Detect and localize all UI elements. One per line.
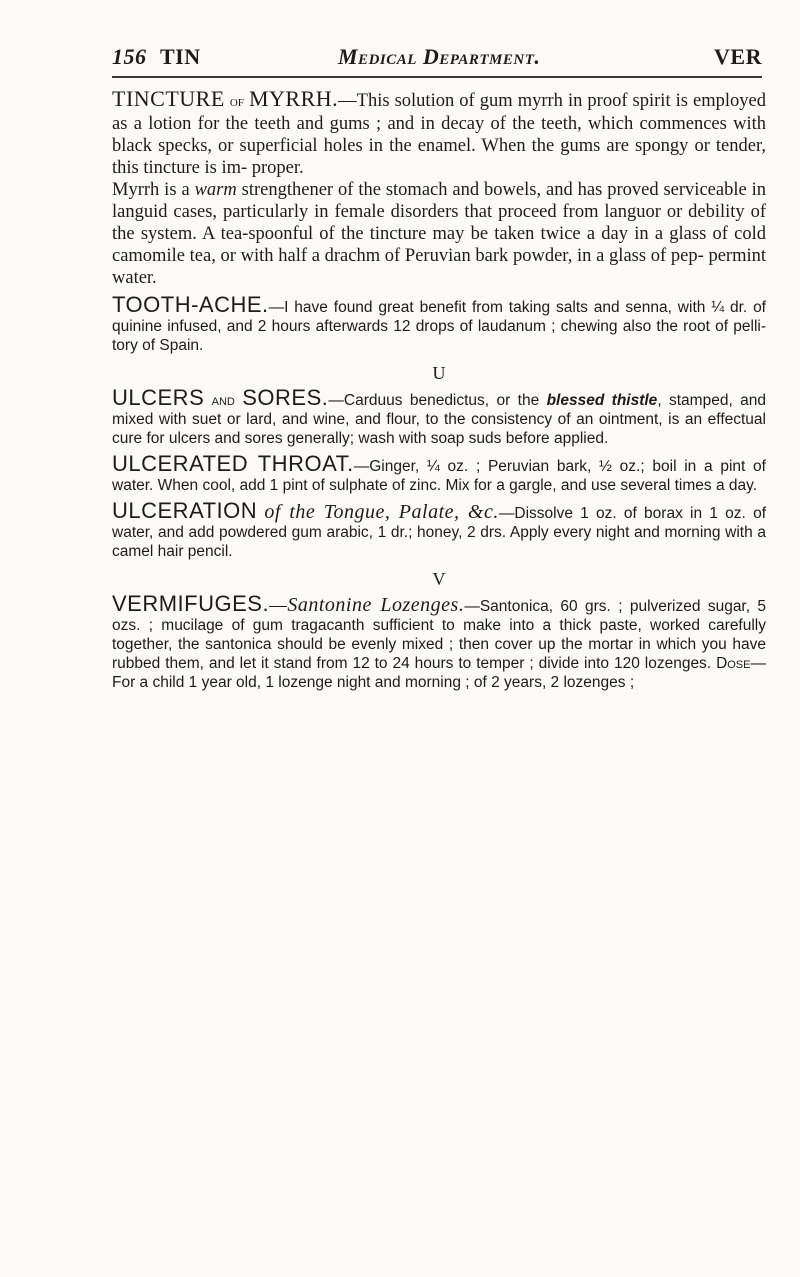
entry-text: Myrrh is a <box>112 180 195 200</box>
entry-ulcerated-throat <box>112 451 766 495</box>
page-number: 156 <box>112 44 147 69</box>
entry-heading-rest: MYRRH. <box>248 86 339 111</box>
entry-heading: TINCTURE <box>112 86 225 111</box>
entry-text: —Ginger, ¼ oz. ; Peruvian bark, ½ oz.; boil in a pint of water. When cool, add 1 pint of sulphate of zinc. Mix for a gargle, and use several times a day. <box>112 458 766 494</box>
entry-text: —Carduus benedictus, or the <box>328 392 547 409</box>
entry-text: —I have found great benefit from taking salts and senna, with ¼ dr. of quinine infused, and 2 hours afterwards 12 drops of laudanum ; chewing also the root of pelli- tory of Spain. <box>112 299 766 354</box>
running-header <box>112 38 762 74</box>
entry-heading: VERMIFUGES. <box>112 591 270 616</box>
entry-heading-emphasis: —Santonine Lozenges. <box>269 594 465 616</box>
entry-heading-emphasis: of the Tongue, Palate, &c. <box>264 501 499 523</box>
entry-text: strengthener of the stomach and bowels, and has proved serviceable in languid cases, particularly in female disorders that proceed from languor or debility of the system. A tea-spoonful of the tincture may be taken twice a day in a glass of cold camomile tea, or with half a drachm of Peruvian bark powder, in a glass of pep- permint water. <box>112 180 766 288</box>
header-left-word: TIN <box>160 44 201 69</box>
entry-vermifuges <box>112 591 767 692</box>
entry-tooth-ache <box>112 292 766 355</box>
entry-ulcers-and-sores <box>112 385 766 448</box>
header-rule <box>112 76 762 78</box>
entry-heading: ULCERATION <box>112 498 258 523</box>
entry-tincture-of-myrrh <box>112 88 766 289</box>
entry-heading-of: of <box>229 94 244 110</box>
entry-text: —Dissolve 1 oz. of borax in 1 oz. of water, and add powdered gum arabic, 1 dr.; honey, 2 drs. Apply every night and morning with a camel hair pencil. <box>112 505 767 560</box>
dose-label: Dose <box>716 655 751 672</box>
entry-emphasis: warm <box>194 180 237 200</box>
entry-heading: ULCERS <box>112 385 205 410</box>
entry-heading-and: and <box>211 392 235 409</box>
entry-heading: ULCERATED THROAT. <box>112 451 354 476</box>
entry-ulceration-of-tongue <box>112 498 767 561</box>
entry-heading-rest: SORES. <box>242 385 329 410</box>
entry-text: —This solution of gum myrrh in proof spirit is employed as a lotion for the teeth and gums ; and in decay of the teeth, which commences with black specks, or superficial holes in the enamel. When the gums are spongy or tender, this tincture is im- proper. <box>112 91 766 178</box>
entry-text: —Santonica, 60 grs. ; pulverized sugar, 5 ozs. ; mucilage of gum tragacanth sufficient to make into a thick paste, worked carefully together, the santonica should be evenly mixed ; then cover up the mortar in which you have rubbed them, and let it stand from 12 to 24 hours to temper ; divide into 120 lozenges. <box>112 598 767 672</box>
header-right-word: VER <box>714 44 762 69</box>
section-letter-v: V <box>432 569 446 589</box>
header-title: Medical Department. <box>338 44 541 69</box>
entry-emphasis: blessed thistle <box>546 392 658 409</box>
page-body <box>112 88 766 692</box>
section-letter-u: U <box>432 363 446 383</box>
entry-heading: TOOTH-ACHE. <box>112 292 269 317</box>
entry-text: —For a child 1 year old, 1 lozenge night and morning ; of 2 years, 2 lozenges ; <box>112 655 766 691</box>
entry-text: , stamped, and mixed with suet or lard, and wine, and flour, to the consistency of an ointment, is an effectual cure for ulcers and sores generally; wash with soap suds before applied. <box>112 392 766 447</box>
